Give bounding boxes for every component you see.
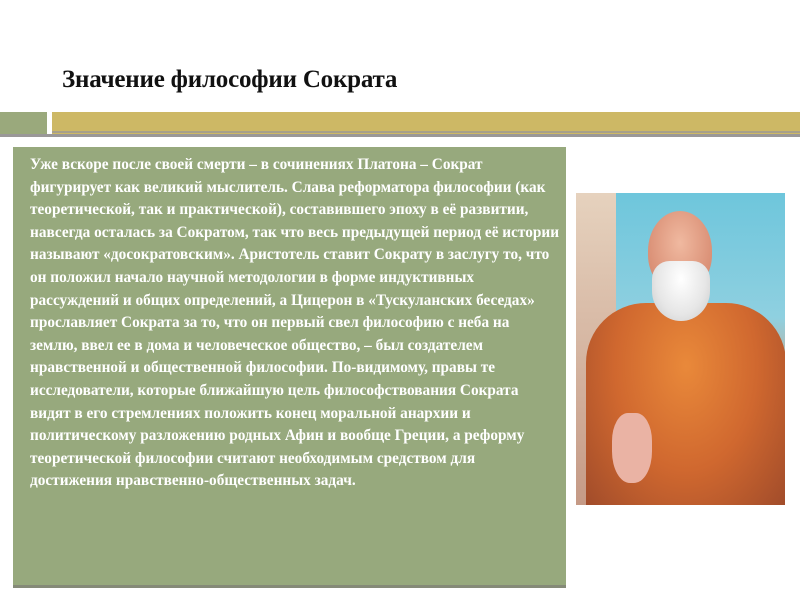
decorative-bar-shadow [52,131,800,133]
slide-title: Значение философии Сократа [62,66,398,93]
socrates-portrait-image [576,193,785,505]
portrait-hand [612,413,652,483]
decorative-divider-line [0,134,800,137]
portrait-beard [652,261,710,321]
portrait-robe [586,303,785,505]
decorative-bar-green [0,112,47,134]
body-text: Уже вскоре после своей смерти – в сочинениях Платона – Сократ фигурирует как великий мыслитель. Слава реформатора философии (как теоретической, так и практической), составившего эпоху в её развитии, навсегда осталась за Сократом, так что весь предыдущей период её истории называют «досократовским». Аристотель ставит Сократу в заслугу то, что он положил начало научной методологии в форме индуктивных рассуждений и общих определений, а Цицерон в «Тускуланских беседах» прославляет Сократа за то, что он первый свел философию с неба на землю, ввел ее в дома и человеческое общество, – был создателем нравственной и общественной философии. По-видимому, правы те исследователи, которые ближайшую цель философствования Сократа видят в его стремлениях положить конец моральной анархии и политическому разложению родных Афин и вообще Греции, а реформу теоретической философии считают необходимым средством для достижения нравственно-общественных задач. [30,156,560,490]
